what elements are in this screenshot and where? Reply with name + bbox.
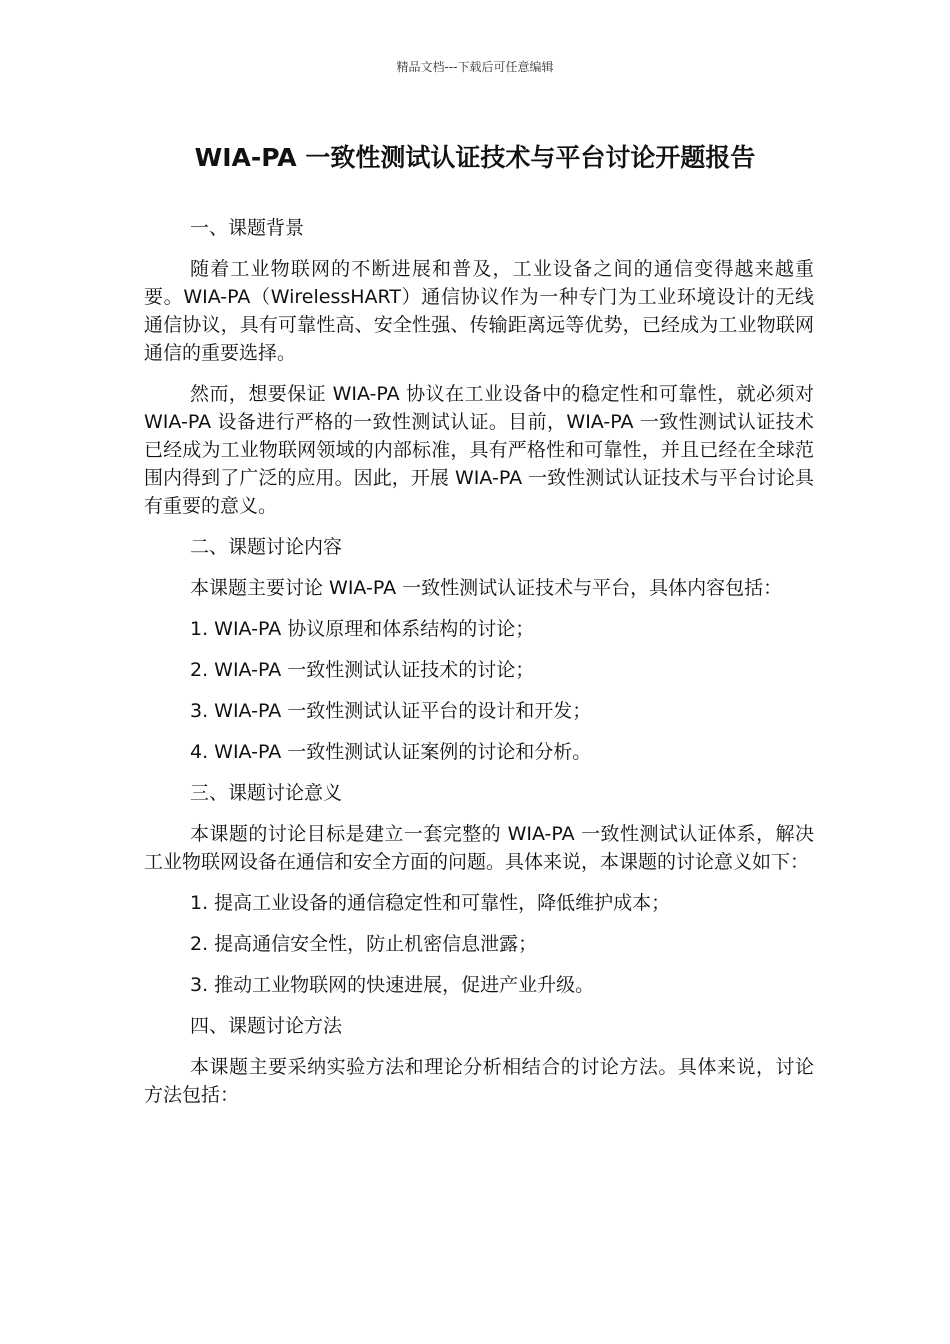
research-content-item-3: 3. WIA-PA 一致性测试认证平台的设计和开发； <box>190 700 592 722</box>
document-title: WIA-PA 一致性测试认证技术与平台讨论开题报告 <box>194 143 756 172</box>
significance-item-1: 1. 提高工业设备的通信稳定性和可靠性，降低维护成本； <box>190 892 671 914</box>
research-content-item-4: 4. WIA-PA 一致性测试认证案例的讨论和分析。 <box>190 741 592 763</box>
section-heading-research-content: 二、课题讨论内容 <box>190 536 343 558</box>
background-paragraph-1: 随着工业物联网的不断进展和普及，工业设备之间的通信变得越来越重要。WIA-PA（WirelessHART）通信协议作为一种专门为工业环境设计的无线通信协议，具有可靠性高、安全性强、传输距离远等优势，已经成为工业物联网通信的重要选择。 <box>144 258 814 364</box>
significance-item-2: 2. 提高通信安全性，防止机密信息泄露； <box>190 933 538 955</box>
significance-item-3: 3. 推动工业物联网的快速进展，促进产业升级。 <box>190 974 595 996</box>
significance-intro: 本课题的讨论目标是建立一套完整的 WIA-PA 一致性测试认证体系，解决工业物联网设备在通信和安全方面的问题。具体来说，本课题的讨论意义如下： <box>144 823 814 873</box>
background-paragraph-2: 然而，想要保证 WIA-PA 协议在工业设备中的稳定性和可靠性，就必须对 WIA-PA 设备进行严格的一致性测试认证。目前，WIA-PA 一致性测试认证技术已经成为工业物联网领域的内部标准，具有严格性和可靠性，并且已经在全球范围内得到了广泛的应用。因此，开展 WIA-PA 一致性测试认证技术与平台讨论具有重要的意义。 <box>144 383 814 517</box>
research-content-intro: 本课题主要讨论 WIA-PA 一致性测试认证技术与平台，具体内容包括： <box>190 577 783 599</box>
research-content-item-2: 2. WIA-PA 一致性测试认证技术的讨论； <box>190 659 535 681</box>
section-heading-significance: 三、课题讨论意义 <box>190 782 343 804</box>
methods-intro: 本课题主要采纳实验方法和理论分析相结合的讨论方法。具体来说，讨论方法包括： <box>144 1056 814 1106</box>
section-heading-background: 一、课题背景 <box>190 217 305 239</box>
research-content-item-1: 1. WIA-PA 协议原理和体系结构的讨论； <box>190 618 535 640</box>
document-body <box>144 214 814 1122</box>
page-header-watermark: 精品文档---下载后可任意编辑 <box>396 60 554 74</box>
section-heading-methods: 四、课题讨论方法 <box>190 1015 343 1037</box>
